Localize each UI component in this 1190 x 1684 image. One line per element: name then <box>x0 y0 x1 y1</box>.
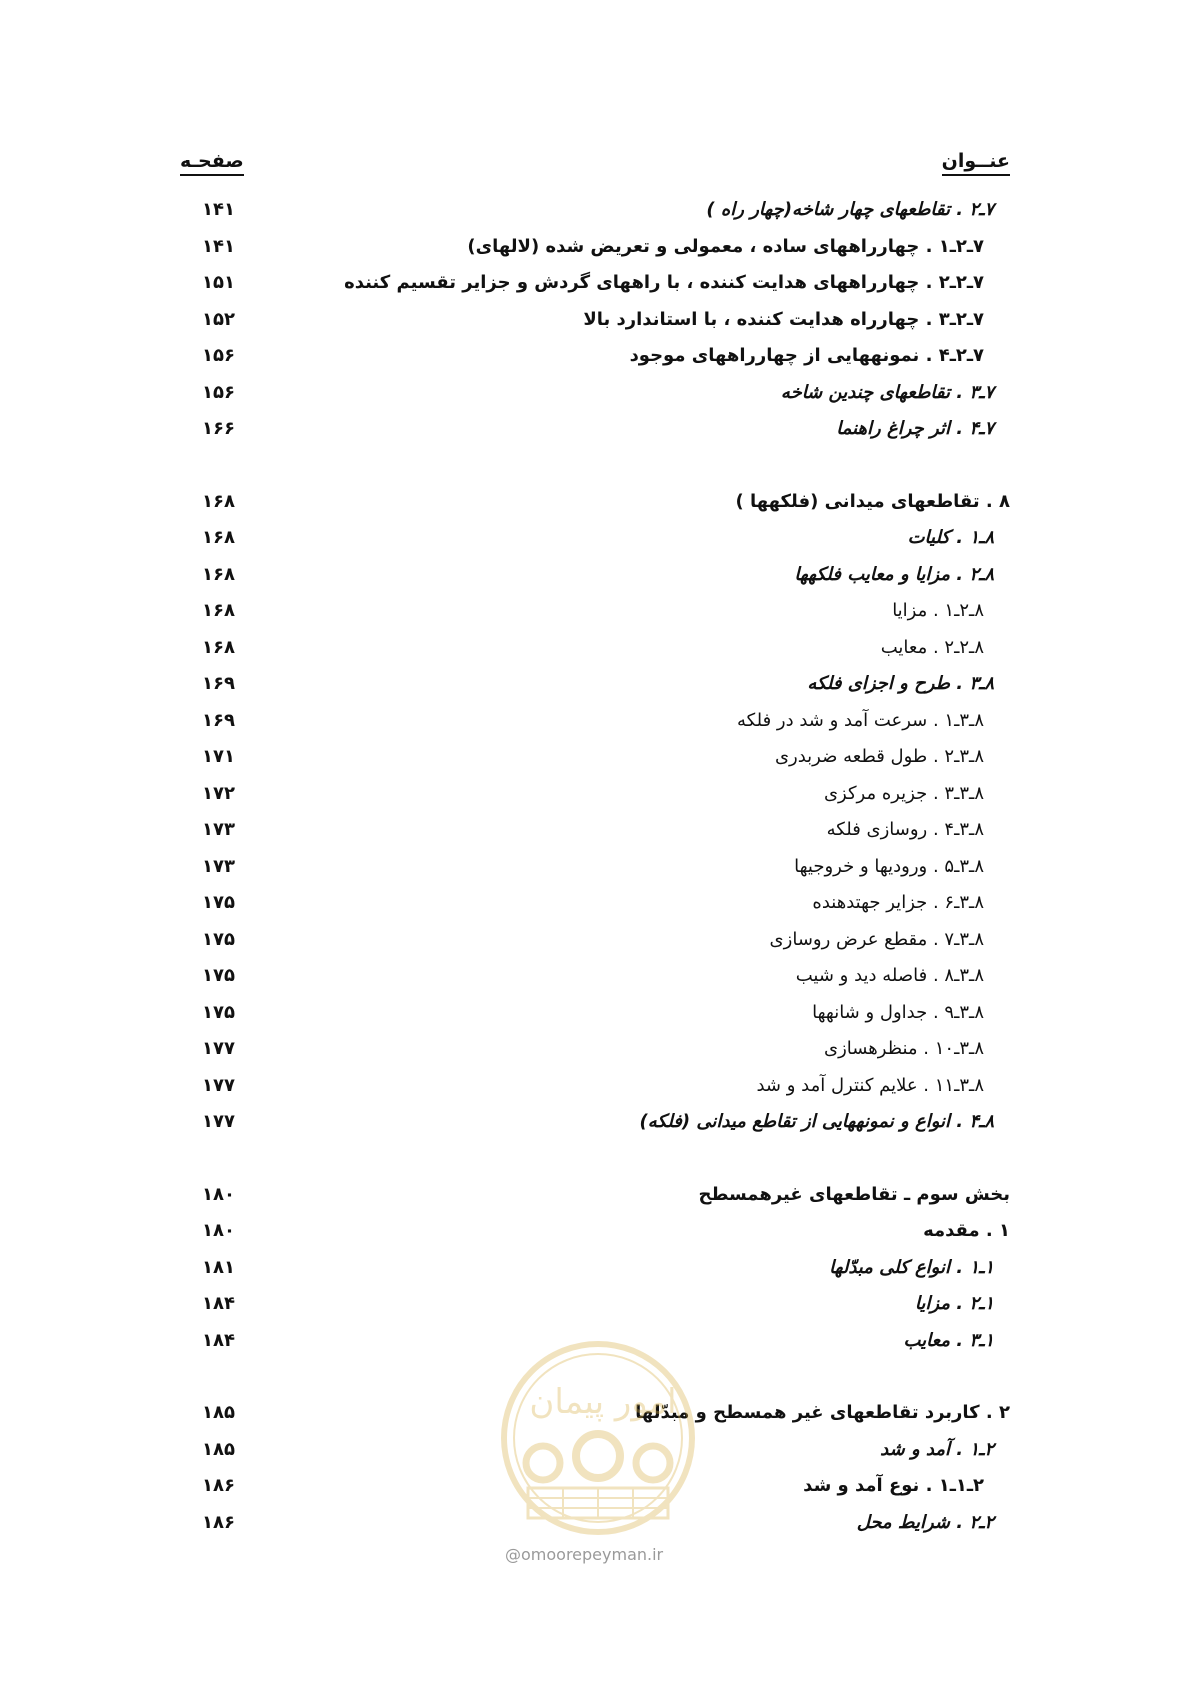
toc-entry-title: ۸ـ۳ـ۱ . سرعت آمد و شد در فلکه <box>737 709 984 731</box>
toc-entry-page: ۱۶۹ <box>202 673 235 694</box>
toc-entry-page: ۱۴۱ <box>202 199 235 220</box>
toc-entry <box>180 597 1010 634</box>
toc-entry-page: ۱۶۶ <box>202 418 235 439</box>
toc-entry-page: ۱۴۱ <box>202 235 235 257</box>
toc-entry <box>180 524 1010 561</box>
toc-entry-page: ۱۷۳ <box>202 819 235 840</box>
toc-entry-page: ۱۷۷ <box>202 1074 235 1096</box>
toc-entry <box>180 488 1010 525</box>
toc-entry <box>180 889 1010 926</box>
toc-entry <box>180 1181 1010 1218</box>
toc-entry-title: ۸ـ۳ـ۸ . فاصله دید و شیب <box>795 965 984 986</box>
toc-entry-page: ۱۸۰ <box>202 1183 235 1205</box>
toc-entry-page: ۱۷۷ <box>202 1038 235 1059</box>
toc-entry-title: ۷ـ۴ . اثر چراغ راهنما <box>836 418 994 439</box>
watermark-site: @omoorepeyman.ir <box>505 1545 664 1564</box>
toc-entry-page: ۱۶۸ <box>202 490 235 512</box>
toc-entry-page: ۱۷۲ <box>202 782 235 804</box>
toc-entry-title: ۸ـ۳ـ۷ . مقطع عرض روسازی <box>769 928 984 950</box>
toc-entry-title: ۷ـ۲ . تقاطعهای چهار شاخه(چهار راه ) <box>706 199 994 220</box>
toc-entry-title: ۲ـ۱ـ۱ . نوع آمد و شد <box>803 1475 984 1496</box>
toc-entry-page: ۱۵۱ <box>202 272 235 293</box>
toc-entry-title: ۸ـ۳ـ۲ . طول قطعه ضربدری <box>774 746 984 767</box>
toc-entry-page: ۱۸۴ <box>202 1293 235 1314</box>
toc-entry-title: ۸ـ۲ـ۱ . مزایا <box>892 600 984 621</box>
toc-entry <box>180 1072 1010 1109</box>
toc-entry <box>180 1035 1010 1072</box>
toc-entry <box>180 1254 1010 1291</box>
toc-entry <box>180 999 1010 1036</box>
toc-entry-title: ۸ـ۳ . طرح و اجزای فلکه <box>807 673 994 694</box>
toc-entry <box>180 306 1010 343</box>
toc-entry-title: ۷ـ۲ـ۱ . چهارراههای ساده ، معمولی و تعریض شده (لالهای) <box>467 235 984 257</box>
toc-entry-title: ۸ـ۳ـ۳ . جزیره مرکزی <box>823 782 984 804</box>
toc-entry <box>180 853 1010 890</box>
toc-entry <box>180 1290 1010 1327</box>
toc-entry-page: ۱۷۷ <box>202 1111 235 1132</box>
toc-entry-page: ۱۵۶ <box>202 345 235 366</box>
toc-entry-title: ۱ـ۱ . انواع کلی مبدّلها <box>829 1256 994 1278</box>
toc-entry <box>180 816 1010 853</box>
toc-entry-title: ۷ـ۲ـ۳ . چهارراه هدایت کننده ، با استاندارد بالا <box>583 308 984 330</box>
toc-entry-page: ۱۶۸ <box>202 527 235 548</box>
watermark-logo <box>498 1338 698 1538</box>
toc-entry-page: ۱۷۳ <box>202 855 235 877</box>
toc-entry-title: ۷ـ۳ . تقاطعهای چندین شاخه <box>780 381 994 403</box>
toc-entry-page: ۱۷۵ <box>202 1001 235 1023</box>
toc-entry-page: ۱۷۱ <box>202 746 235 767</box>
svg-text:امور پیمان: امور پیمان <box>529 1382 677 1422</box>
toc-entry <box>180 342 1010 379</box>
toc-entry <box>180 962 1010 999</box>
toc-entry <box>180 707 1010 744</box>
toc-entry <box>180 233 1010 270</box>
toc-entry-page: ۱۵۶ <box>202 381 235 403</box>
column-header-page: صفحـه <box>180 150 244 176</box>
toc-entry-page: ۱۸۱ <box>202 1256 235 1278</box>
toc-entry-title: ۲ـ۲ . شرایط محل <box>856 1511 994 1533</box>
toc-entry-title: ۸ـ۳ـ۴ . روسازی فلکه <box>826 819 984 840</box>
toc-entry-title: ۸ـ۳ـ۹ . جداول و شانهها <box>812 1001 984 1023</box>
toc-entry-title: ۲ـ۱ . آمد و شد <box>880 1438 994 1460</box>
toc-entry-title: ۲ . کاربرد تقاطعهای غیر همسطح و مبدّلها <box>635 1402 1010 1423</box>
toc-entry-page: ۱۶۸ <box>202 563 235 585</box>
toc-entry-title: ۷ـ۲ـ۴ . نمونههایی از چهارراههای موجود <box>629 345 984 366</box>
toc-entry-title: ۸ . تقاطعهای میدانی (فلکهها ) <box>735 490 1010 512</box>
toc-entry-page: ۱۷۵ <box>202 928 235 950</box>
toc-entry-page: ۱۶۹ <box>202 709 235 731</box>
toc-entry-title: ۸ـ۳ـ۵ . ورودیها و خروجیها <box>794 855 984 877</box>
toc-entry <box>180 634 1010 671</box>
column-header-title: عنــوان <box>942 150 1010 176</box>
toc-entry <box>180 196 1010 233</box>
toc-entry <box>180 415 1010 452</box>
toc-entry-title: ۸ـ۳ـ۱۰ . منظرهسازی <box>823 1038 984 1059</box>
toc-entry <box>180 1108 1010 1145</box>
toc-entry <box>180 780 1010 817</box>
toc-entry <box>180 379 1010 416</box>
toc-entry-title: ۸ـ۳ـ۱۱ . علایم کنترل آمد و شد <box>756 1074 984 1096</box>
toc-entry-page: ۱۸۵ <box>202 1438 235 1460</box>
toc-entry-page: ۱۸۴ <box>202 1329 235 1351</box>
toc-entry-title: ۸ـ۳ـ۶ . جزایر جهتدهنده <box>812 892 984 913</box>
toc-entry <box>180 926 1010 963</box>
toc-entry-page: ۱۶۸ <box>202 600 235 621</box>
toc-entry <box>180 269 1010 306</box>
toc-entry-page: ۱۷۵ <box>202 892 235 913</box>
toc-entry-title: ۱ـ۲ . مزایا <box>914 1293 994 1314</box>
toc-entry-page: ۱۸۶ <box>202 1475 235 1496</box>
toc-entry <box>180 670 1010 707</box>
toc-entry-page: ۱۸۰ <box>202 1220 235 1241</box>
toc-entry-title: ۸ـ۲ . مزایا و معایب فلکهها <box>794 563 994 585</box>
toc-entry-title: ۱ـ۳ . معایب <box>903 1329 994 1351</box>
toc-entry-title: ۸ـ۲ـ۲ . معایب <box>880 636 984 658</box>
toc-entry-page: ۱۸۶ <box>202 1511 235 1533</box>
toc-entry-page: ۱۵۲ <box>202 308 235 330</box>
toc-entry <box>180 561 1010 598</box>
toc-entry <box>180 1217 1010 1254</box>
section-gap <box>180 452 1010 488</box>
toc-entry-title: ۱ . مقدمه <box>923 1220 1010 1241</box>
toc-entry-title: بخش سوم ـ تقاطعهای غیرهمسطح <box>698 1183 1010 1205</box>
section-gap <box>180 1145 1010 1181</box>
toc-entry-page: ۱۸۵ <box>202 1402 235 1423</box>
toc-entry-page: ۱۶۸ <box>202 636 235 658</box>
toc-entry-title: ۸ـ۴ . انواع و نمونههایی از تقاطع میدانی (فلکه) <box>639 1111 994 1132</box>
toc-entry-page: ۱۷۵ <box>202 965 235 986</box>
toc-entry <box>180 743 1010 780</box>
toc-entry-title: ۸ـ۱ . کلیات <box>907 527 994 548</box>
toc-entry-title: ۷ـ۲ـ۲ . چهارراههای هدایت کننده ، با راههای گردش و جزایر تقسیم کننده <box>344 272 984 293</box>
